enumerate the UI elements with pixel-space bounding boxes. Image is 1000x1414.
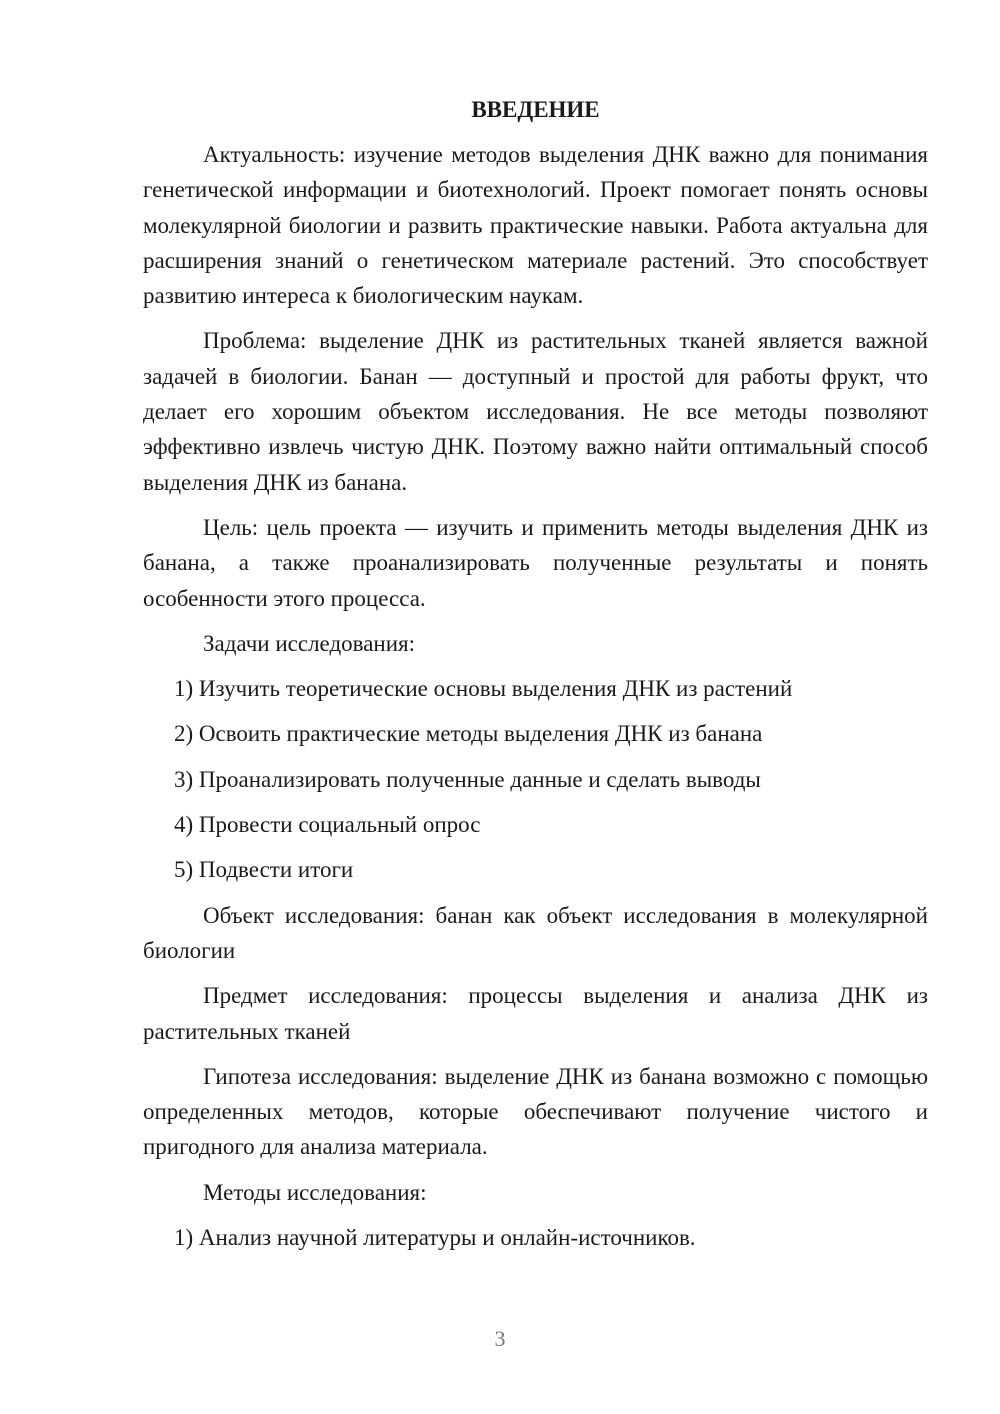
tasks-heading: Задачи исследования: — [203, 630, 416, 656]
paragraph-problem: Проблема: выделение ДНК из растительных тканей является важной задачей в биологии. Банан — доступный и простой для работы фрукт, что делает его хорошим объектом исследования. Не все методы позволяют эффективно извлечь чистую ДНК. Поэтому важно найти оптимальный способ выделения ДНК из банана. — [143, 328, 928, 495]
paragraph-hypothesis: Гипотеза исследования: выделение ДНК из банана возможно с помощью определенных методов, которые обеспечивают получение чистого и пригодного для анализа материала. — [143, 1063, 928, 1160]
list-item: 3) Проанализировать полученные данные и сделать выводы — [174, 766, 761, 792]
list-item: 1) Анализ научной литературы и онлайн-источников. — [174, 1225, 696, 1251]
paragraph-subject: Предмет исследования: процессы выделения и анализа ДНК из растительных тканей — [143, 983, 928, 1044]
tasks-list — [143, 671, 928, 887]
list-item: 2) Освоить практические методы выделения ДНК из банана — [174, 721, 763, 747]
list-item: 4) Провести социальный опрос — [174, 812, 481, 838]
list-item: 5) Подвести итоги — [174, 857, 354, 883]
document-page — [143, 92, 928, 1265]
page-number: 3 — [494, 1326, 506, 1351]
methods-heading: Методы исследования: — [203, 1179, 427, 1205]
paragraph-goal: Цель: цель проекта — изучить и применить методы выделения ДНК из банана, а также проанализировать полученные результаты и понять особенности этого процесса. — [143, 514, 928, 611]
methods-list — [143, 1220, 928, 1255]
page-title: ВВЕДЕНИЕ — [471, 97, 600, 122]
list-item: 1) Изучить теоретические основы выделения ДНК из растений — [174, 676, 793, 702]
paragraph-relevance: Актуальность: изучение методов выделения ДНК важно для понимания генетической информации и биотехнологий. Проект помогает понять основы молекулярной биологии и развить практические навыки. Работа актуальна для расширения знаний о генетическом материале растений. Это способствует развитию интереса к биологическим наукам. — [143, 142, 928, 309]
paragraph-object: Объект исследования: банан как объект исследования в молекулярной биологии — [143, 902, 928, 963]
